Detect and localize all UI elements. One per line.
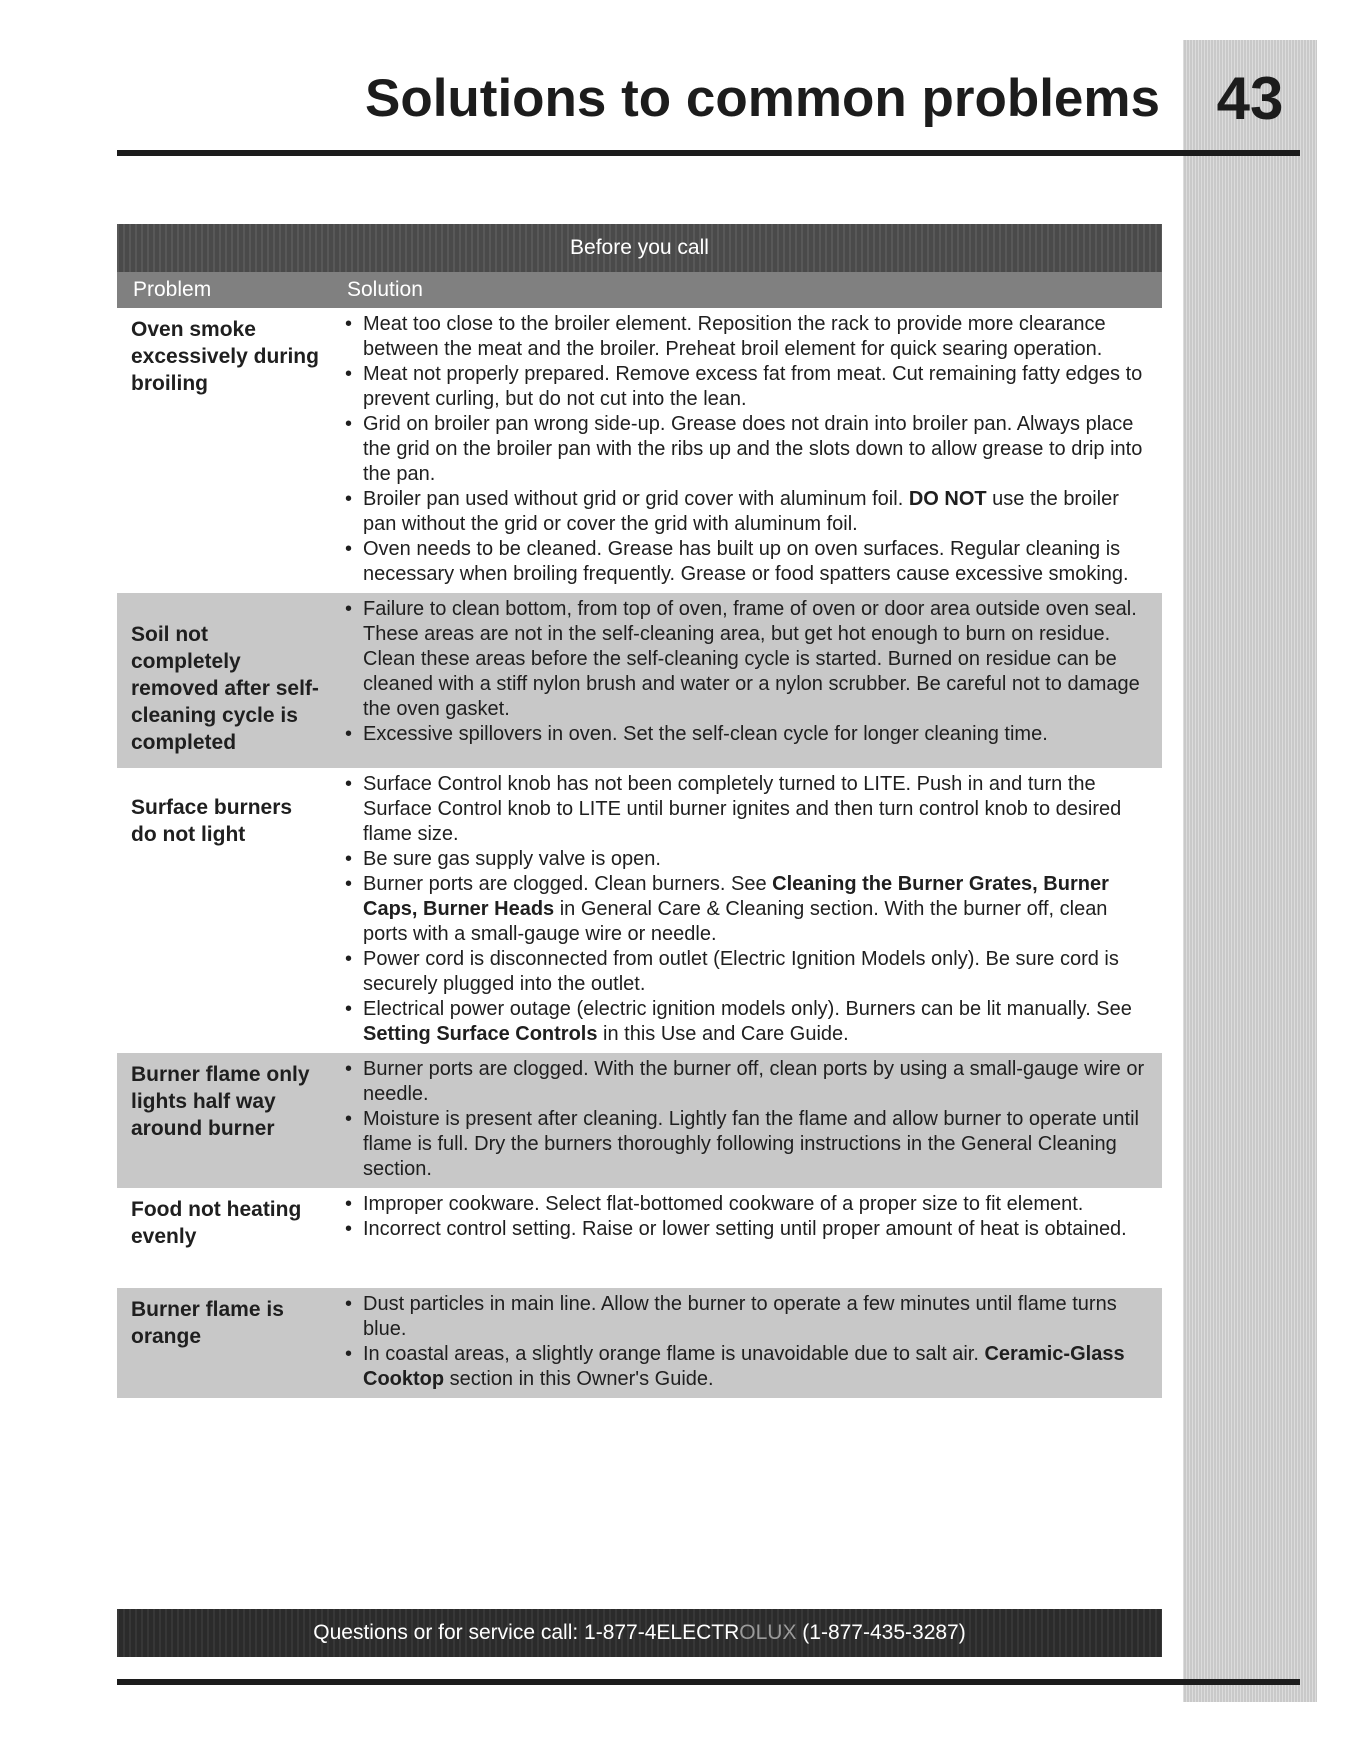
solution-item xyxy=(327,1057,1152,1107)
solution-item xyxy=(327,1342,1152,1392)
solution-text: Improper cookware. Select flat-bottomed cookware of a proper size to fit element. xyxy=(363,1193,1084,1215)
service-call-banner xyxy=(117,1609,1162,1657)
problem-cell: Oven smoke excessively during broiling xyxy=(131,318,319,395)
solution-item xyxy=(327,312,1152,362)
solution-item xyxy=(327,997,1152,1047)
solution-emphasis: Setting Surface Controls xyxy=(363,1023,598,1045)
table-row xyxy=(117,1288,1162,1398)
solution-text: Meat too close to the broiler element. Reposition the rack to provide more clearance between the meat and the broiler. Preheat broil element for quick searing operation. xyxy=(363,313,1106,360)
solution-text: in this Use and Care Guide. xyxy=(597,1023,849,1045)
problem-cell: Food not heating evenly xyxy=(131,1198,302,1248)
solution-text: Moisture is present after cleaning. Lightly fan the flame and allow burner to operate until flame is full. Dry the burners thoroughly following instructions in the General Cleaning section. xyxy=(363,1108,1139,1180)
solution-item xyxy=(327,537,1152,587)
solution-list xyxy=(327,1292,1152,1392)
solution-text: In coastal areas, a slightly orange flame is unavoidable due to salt air. xyxy=(363,1343,985,1365)
table-body xyxy=(117,308,1162,1398)
solution-text: Surface Control knob has not been completely turned to LITE. Push in and turn the Surface Control knob to LITE until burner ignites and then turn control knob to desired flame size. xyxy=(363,773,1122,845)
solution-emphasis: Ceramic-Glass Cooktop xyxy=(363,1343,1125,1390)
header-problem: Problem xyxy=(133,278,212,301)
problem-cell: Burner flame is orange xyxy=(131,1298,284,1348)
page-title: Solutions to common problems xyxy=(364,69,1160,128)
solution-emphasis: Cleaning the Burner Grates, Burner Caps, Burner Heads xyxy=(363,873,1109,920)
solution-text: Dust particles in main line. Allow the burner to operate a few minutes until flame turns blue. xyxy=(363,1293,1117,1340)
solution-text: Oven needs to be cleaned. Grease has built up on oven surfaces. Regular cleaning is necessary when broiling frequently. Grease or food spatters cause excessive smoking. xyxy=(363,538,1129,585)
solution-text: Incorrect control setting. Raise or lower setting until proper amount of heat is obtained. xyxy=(363,1218,1127,1240)
table-title: Before you call xyxy=(117,224,1162,272)
problem-cell: Surface burners do not light xyxy=(131,796,293,846)
table-row xyxy=(117,593,1162,768)
solution-text: Meat not properly prepared. Remove excess fat from meat. Cut remaining fatty edges to prevent curling, but do not cut into the lean. xyxy=(363,363,1143,410)
solution-item xyxy=(327,1217,1152,1242)
page-number: 43 xyxy=(1216,65,1284,132)
solution-item xyxy=(327,847,1152,872)
solution-text: use the broiler pan without the grid or cover the grid with aluminum foil. xyxy=(363,488,1119,535)
solution-list xyxy=(327,597,1152,747)
solution-item xyxy=(327,1107,1152,1182)
solution-item xyxy=(327,412,1152,487)
table-row xyxy=(117,1188,1162,1288)
solution-cell xyxy=(327,308,1162,593)
solution-item xyxy=(327,1292,1152,1342)
solution-cell xyxy=(327,1053,1162,1188)
solution-item xyxy=(327,597,1152,722)
solution-text: Burner ports are clogged. Clean burners. See xyxy=(363,873,773,895)
solution-text: Failure to clean bottom, from top of oven, frame of oven or door area outside oven seal. These areas are not in the self-cleaning area, but get hot enough to burn on residue. Clean these areas before the self-cleaning cycle is started. Burned on residue can be cleaned with a stiff nylon brush and water or a nylon scrubber. Be careful not to damage the oven gasket. xyxy=(363,598,1140,720)
solution-text: section in this Owner's Guide. xyxy=(444,1368,714,1390)
solution-cell xyxy=(327,1288,1162,1398)
solution-text: Grid on broiler pan wrong side-up. Grease does not drain into broiler pan. Always place the grid on the broiler pan with the ribs up and the slots down to allow grease to drip into the pan. xyxy=(363,413,1143,485)
problem-cell: Soil not completely removed after self-cleaning cycle is completed xyxy=(131,623,319,754)
solution-item xyxy=(327,872,1152,947)
table-row xyxy=(117,768,1162,1053)
solution-item xyxy=(327,947,1152,997)
table-row xyxy=(117,1053,1162,1188)
solution-item xyxy=(327,1192,1152,1217)
solution-list xyxy=(327,772,1152,1047)
solution-list xyxy=(327,312,1152,587)
service-call-suffix: (1-877-435-3287) xyxy=(796,1621,966,1644)
solution-text: Power cord is disconnected from outlet (Electric Ignition Models only). Be sure cord is securely plugged into the outlet. xyxy=(363,948,1119,995)
table-row xyxy=(117,308,1162,593)
service-call-prefix: Questions or for service call: 1-877-4ELECTR xyxy=(313,1621,740,1644)
solution-text: Be sure gas supply valve is open. xyxy=(363,848,661,870)
troubleshooting-table xyxy=(117,224,1162,1398)
solution-text: Excessive spillovers in oven. Set the self-clean cycle for longer cleaning time. xyxy=(363,723,1048,745)
solution-text: Electrical power outage (electric ignition models only). Burners can be lit manually. See xyxy=(363,998,1132,1020)
solution-item xyxy=(327,772,1152,847)
table-header xyxy=(117,272,1162,308)
solution-list xyxy=(327,1057,1152,1182)
side-tab-bar xyxy=(1183,40,1317,1702)
solution-text: in General Care & Cleaning section. With the burner off, clean ports with a small-gauge wire or needle. xyxy=(363,898,1108,945)
solution-item xyxy=(327,722,1152,747)
bottom-rule xyxy=(117,1679,1300,1685)
solution-cell xyxy=(327,593,1162,768)
solution-text: Broiler pan used without grid or grid cover with aluminum foil. xyxy=(363,488,909,510)
solution-emphasis: DO NOT xyxy=(908,488,987,510)
problem-cell: Burner flame only lights half way around burner xyxy=(131,1063,310,1140)
service-call-brand: OLUX xyxy=(739,1621,797,1644)
solution-item xyxy=(327,362,1152,412)
solution-cell xyxy=(327,768,1162,1053)
solution-list xyxy=(327,1192,1152,1242)
solution-text: Burner ports are clogged. With the burner off, clean ports by using a small-gauge wire or needle. xyxy=(363,1058,1145,1105)
header-solution: Solution xyxy=(347,278,423,301)
top-rule xyxy=(117,150,1300,156)
solution-item xyxy=(327,487,1152,537)
solution-cell xyxy=(327,1188,1162,1288)
